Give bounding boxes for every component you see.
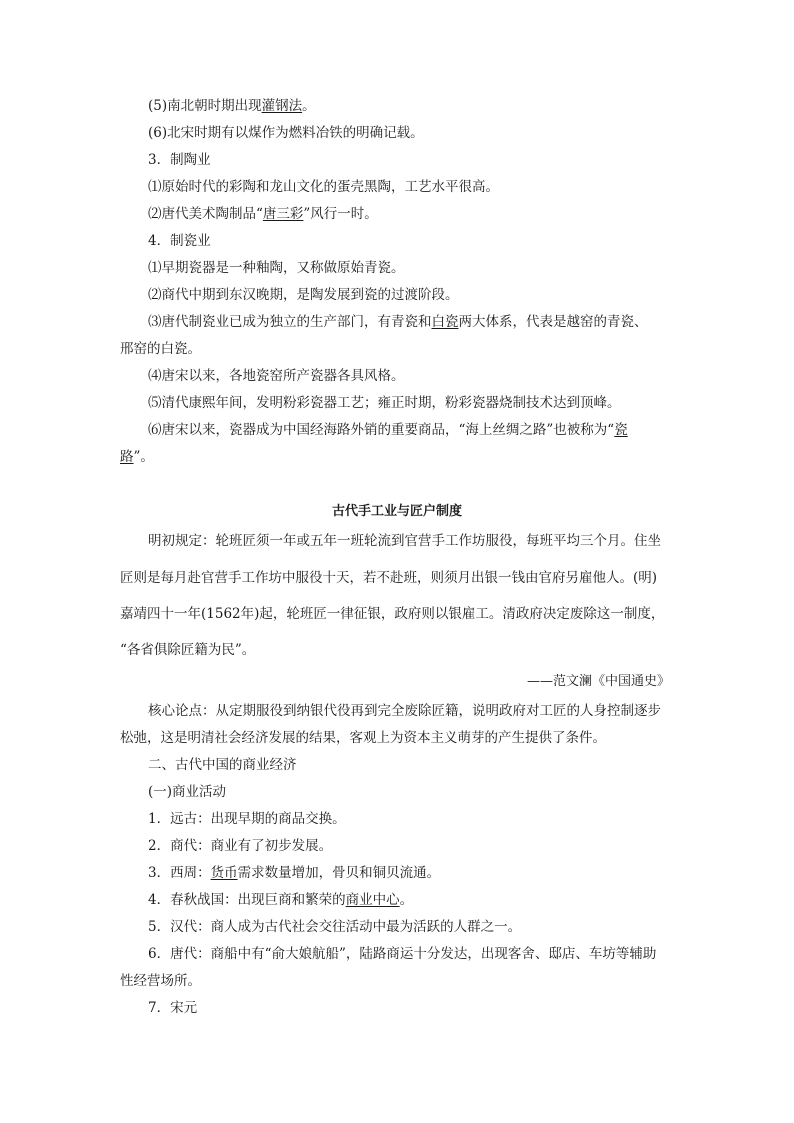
core-argument-line: 松弛，这是明清社会经济发展的结果，客观上为资本主义萌芽的产生提供了条件。 (120, 730, 606, 746)
commerce-item-6-cont: 性经营场所。 (120, 973, 201, 989)
underlined-term: 唐三彩 (262, 206, 304, 222)
porcelain-item-4: ⑷唐宋以来，各地瓷窑所产瓷器各具风格。 (148, 368, 405, 384)
underlined-term: 货币 (210, 865, 238, 881)
underlined-term: 商业中心 (345, 892, 400, 908)
porcelain-item-2: ⑵商代中期到东汉晚期，是陶发展到瓷的过渡阶段。 (148, 287, 459, 303)
box-paragraph-line: 明初规定：轮班匠须一年或五年一班轮流到官营手工作坊服役，每班平均三个月。住坐 (148, 533, 661, 549)
pottery-item-1: ⑴原始时代的彩陶和龙山文化的蛋壳黑陶，工艺水平很高。 (148, 179, 499, 195)
heading-porcelain: 4．制瓷业 (148, 233, 211, 249)
commerce-item-2: 2．商代：商业有了初步发展。 (148, 838, 333, 854)
commerce-item-4: 4．春秋战国：出现巨商和繁荣的商业中心。 (148, 892, 414, 908)
box-source: ——范文澜《中国通史》 (526, 674, 670, 689)
heading-pottery: 3．制陶业 (148, 152, 211, 168)
underlined-term: 白瓷 (431, 314, 459, 330)
commerce-item-6: 6．唐代：商船中有“俞大娘航船”，陆路商运十分发达，出现客舍、邸店、车坊等辅助 (148, 946, 657, 962)
commerce-item-5: 5．汉代：商人成为古代社会交往活动中最为活跃的人群之一。 (148, 919, 522, 935)
part2-subheading: (一)商业活动 (148, 784, 227, 800)
porcelain-item-3-cont: 邢窑的白瓷。 (120, 341, 201, 357)
porcelain-item-3: ⑶唐代制瓷业已成为独立的生产部门，有青瓷和白瓷两大体系，代表是越窑的青瓷、 (148, 314, 648, 330)
line-1-5: (5)南北朝时期出现灌钢法。 (148, 98, 316, 114)
underlined-term: 灌钢法 (261, 98, 303, 114)
underlined-term: 瓷 (614, 422, 628, 438)
commerce-item-1: 1．远古：出现早期的商品交换。 (148, 811, 346, 827)
core-argument-line: 核心论点：从定期服役到纳银代役再到完全废除匠籍，说明政府对工匠的人身控制逐步 (148, 703, 661, 719)
porcelain-item-6-cont: 路”。 (120, 449, 154, 465)
porcelain-item-6: ⑹唐宋以来，瓷器成为中国经海路外销的重要商品，“海上丝绸之路”也被称为“瓷 (148, 422, 628, 438)
box-paragraph-line: 嘉靖四十一年(1562年)起，轮班匠一律征银，政府则以银雇工。清政府决定废除这一制度， (120, 606, 665, 622)
line-1-6: (6)北宋时期有以煤作为燃料冶铁的明确记载。 (148, 125, 424, 141)
commerce-item-3: 3．西周：货币需求数量增加，骨贝和铜贝流通。 (148, 865, 441, 881)
porcelain-item-1: ⑴早期瓷器是一种釉陶，又称做原始青瓷。 (148, 260, 405, 276)
underlined-term: 路 (120, 449, 134, 465)
part2-heading: 二、古代中国的商业经济 (148, 757, 297, 773)
pottery-item-2: ⑵唐代美术陶制品“唐三彩”风行一时。 (148, 206, 378, 222)
box-paragraph-line: 匠则是每月赴官营手工作坊中服役十天，若不赴班，则须月出银一钱由官府另雇他人。(明) (120, 570, 658, 586)
porcelain-item-5: ⑸清代康熙年间，发明粉彩瓷器工艺；雍正时期，粉彩瓷器烧制技术达到顶峰。 (148, 395, 621, 411)
box-title: 古代手工业与匠户制度 (331, 504, 462, 519)
box-paragraph-line: “各省俱除匠籍为民”。 (120, 642, 256, 658)
commerce-item-7: 7．宋元 (148, 1000, 198, 1016)
